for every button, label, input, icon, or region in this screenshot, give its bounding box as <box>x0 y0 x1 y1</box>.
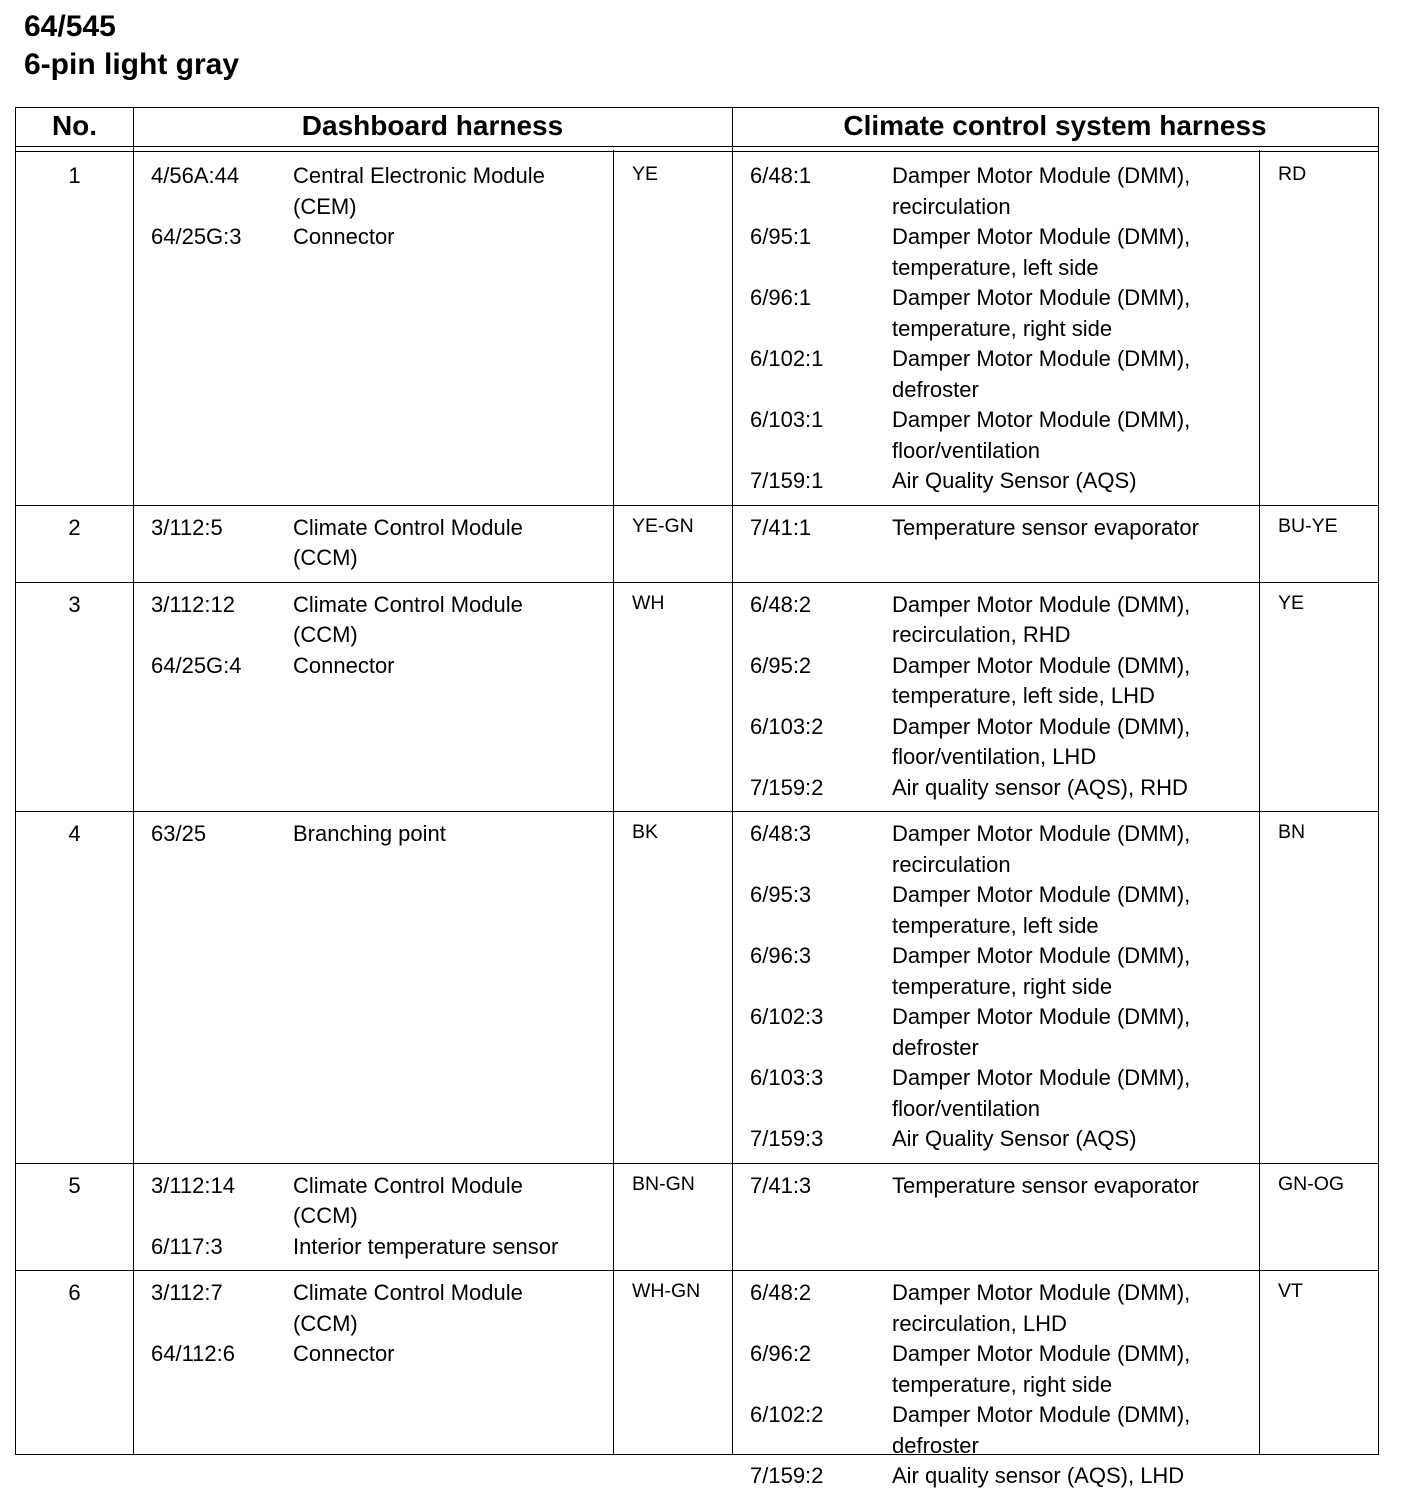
dashboard-component: Central Electronic Module <box>293 163 545 188</box>
climate-component: Damper Motor Module (DMM), <box>892 346 1191 371</box>
dashboard-component: Climate Control Module <box>293 591 523 617</box>
header-dashboard-harness: Dashboard harness <box>301 110 564 141</box>
climate-component: temperature, left side <box>892 254 1099 280</box>
climate-component: defroster <box>892 376 979 402</box>
climate-terminal: 7/159:1 <box>750 468 824 493</box>
climate-terminal: 6/95:3 <box>750 882 812 907</box>
climate-component: temperature, right side <box>892 1371 1113 1397</box>
climate-terminal: 6/48:1 <box>750 163 812 188</box>
climate-component: Damper Motor Module (DMM), <box>892 224 1191 249</box>
table-row <box>16 153 1378 505</box>
dashboard-terminal: 4/56A:44 <box>151 163 240 188</box>
climate-component: Air quality sensor (AQS), LHD <box>892 1463 1185 1488</box>
dashboard-component: (CCM) <box>293 1203 358 1228</box>
header-no: No. <box>51 110 98 141</box>
dashboard-wire-color: YE-GN <box>632 514 694 537</box>
climate-component: temperature, left side <box>892 912 1099 938</box>
climate-component: Damper Motor Module (DMM), <box>892 713 1191 739</box>
climate-component: recirculation <box>892 851 1011 877</box>
climate-component: Damper Motor Module (DMM), <box>892 1280 1191 1305</box>
pin-number: 3 <box>68 591 81 617</box>
page-title <box>24 8 239 84</box>
climate-terminal: 6/103:3 <box>750 1065 824 1090</box>
climate-terminal: 6/103:2 <box>750 713 824 739</box>
dashboard-component: (CCM) <box>293 622 358 647</box>
climate-component: Damper Motor Module (DMM), <box>892 1341 1191 1366</box>
climate-component: defroster <box>892 1432 979 1458</box>
climate-terminal: 7/159:3 <box>750 1126 824 1151</box>
climate-component: temperature, right side <box>892 973 1113 999</box>
table-row <box>16 1270 1378 1500</box>
climate-component: Damper Motor Module (DMM), <box>892 163 1191 188</box>
table-row <box>16 582 1378 812</box>
dashboard-wire-color: YE <box>632 163 659 185</box>
climate-component: defroster <box>892 1034 979 1060</box>
dashboard-component: Connector <box>293 652 395 678</box>
dashboard-terminal: 64/25G:4 <box>151 652 242 678</box>
dashboard-component: (CEM) <box>293 193 357 219</box>
connector-description: 6-pin light gray <box>24 48 240 81</box>
climate-terminal: 6/48:2 <box>750 591 812 617</box>
dashboard-component: Climate Control Module <box>293 1172 523 1198</box>
pin-number: 4 <box>68 821 81 846</box>
connector-number: 64/545 <box>24 10 116 43</box>
dashboard-wire-color: WH <box>632 591 665 614</box>
header-climate-harness: Climate control system harness <box>843 110 1267 141</box>
climate-component: floor/ventilation <box>892 1095 1040 1121</box>
climate-terminal: 6/96:1 <box>750 285 812 310</box>
climate-component: Damper Motor Module (DMM), <box>892 943 1191 968</box>
climate-component: floor/ventilation, LHD <box>892 744 1097 769</box>
pin-number: 5 <box>68 1172 81 1198</box>
climate-component: Damper Motor Module (DMM), <box>892 591 1191 617</box>
climate-component: Air Quality Sensor (AQS) <box>892 1126 1137 1151</box>
climate-component: Damper Motor Module (DMM), <box>892 285 1191 310</box>
climate-terminal: 6/102:2 <box>750 1402 824 1427</box>
climate-component: Temperature sensor evaporator <box>892 514 1199 540</box>
climate-terminal: 7/159:2 <box>750 774 824 800</box>
climate-terminal: 6/102:1 <box>750 346 824 371</box>
climate-component: Damper Motor Module (DMM), <box>892 1402 1191 1427</box>
climate-component: Damper Motor Module (DMM), <box>892 1004 1191 1029</box>
dashboard-component: Interior temperature sensor <box>293 1233 559 1259</box>
dashboard-terminal: 63/25 <box>151 821 207 846</box>
climate-component: Damper Motor Module (DMM), <box>892 407 1191 432</box>
climate-wire-color: GN-OG <box>1278 1172 1345 1195</box>
climate-terminal: 6/48:2 <box>750 1280 812 1305</box>
climate-component: Air Quality Sensor (AQS) <box>892 468 1137 493</box>
climate-component: recirculation <box>892 193 1011 219</box>
climate-wire-color: BN <box>1278 821 1306 843</box>
dashboard-component: Climate Control Module <box>293 1280 523 1305</box>
climate-terminal: 6/96:2 <box>750 1341 812 1366</box>
dashboard-component: Climate Control Module <box>293 514 523 540</box>
pin-table <box>15 107 1379 1488</box>
climate-terminal: 6/95:1 <box>750 224 812 249</box>
climate-terminal: 7/41:3 <box>750 1172 812 1198</box>
table-row <box>16 811 1378 1163</box>
dashboard-terminal: 64/25G:3 <box>151 224 242 249</box>
climate-component: Damper Motor Module (DMM), <box>892 652 1191 678</box>
climate-terminal: 6/95:2 <box>750 652 812 678</box>
climate-terminal: 6/96:3 <box>750 943 812 968</box>
pin-number: 1 <box>68 163 81 188</box>
dashboard-terminal: 3/112:5 <box>151 514 223 540</box>
climate-component: temperature, right side <box>892 315 1113 341</box>
climate-component: Air quality sensor (AQS), RHD <box>892 774 1188 800</box>
climate-wire-color: BU-YE <box>1278 514 1338 537</box>
dashboard-component: Branching point <box>293 821 446 846</box>
dashboard-terminal: 3/112:14 <box>151 1172 236 1198</box>
table-row <box>16 1163 1378 1271</box>
pin-number: 2 <box>68 514 81 540</box>
climate-component: recirculation, RHD <box>892 622 1071 647</box>
climate-terminal: 7/41:1 <box>750 514 812 540</box>
climate-component: Damper Motor Module (DMM), <box>892 1065 1191 1090</box>
climate-component: Damper Motor Module (DMM), <box>892 821 1191 846</box>
table-row <box>16 505 1378 582</box>
pin-number: 6 <box>68 1280 81 1305</box>
climate-terminal: 6/48:3 <box>750 821 812 846</box>
header-rule <box>16 151 1378 152</box>
dashboard-terminal: 6/117:3 <box>151 1233 223 1259</box>
dashboard-terminal: 3/112:7 <box>151 1280 223 1305</box>
climate-wire-color: RD <box>1278 163 1307 185</box>
climate-wire-color: VT <box>1278 1280 1303 1302</box>
climate-component: Damper Motor Module (DMM), <box>892 882 1191 907</box>
dashboard-wire-color: WH-GN <box>632 1280 701 1302</box>
dashboard-component: (CCM) <box>293 545 358 570</box>
climate-terminal: 7/159:2 <box>750 1463 824 1488</box>
dashboard-component: Connector <box>293 1341 395 1366</box>
header-rule <box>16 146 1378 147</box>
climate-component: floor/ventilation <box>892 437 1040 463</box>
dashboard-terminal: 3/112:12 <box>151 591 236 617</box>
climate-component: recirculation, LHD <box>892 1310 1067 1336</box>
dashboard-wire-color: BN-GN <box>632 1172 695 1195</box>
climate-terminal: 6/103:1 <box>750 407 824 432</box>
dashboard-wire-color: BK <box>632 821 659 843</box>
climate-wire-color: YE <box>1278 591 1305 614</box>
dashboard-component: Connector <box>293 224 395 249</box>
climate-component: Temperature sensor evaporator <box>892 1172 1199 1198</box>
climate-terminal: 6/102:3 <box>750 1004 824 1029</box>
dashboard-component: (CCM) <box>293 1310 358 1336</box>
climate-component: temperature, left side, LHD <box>892 683 1155 708</box>
dashboard-terminal: 64/112:6 <box>151 1341 236 1366</box>
